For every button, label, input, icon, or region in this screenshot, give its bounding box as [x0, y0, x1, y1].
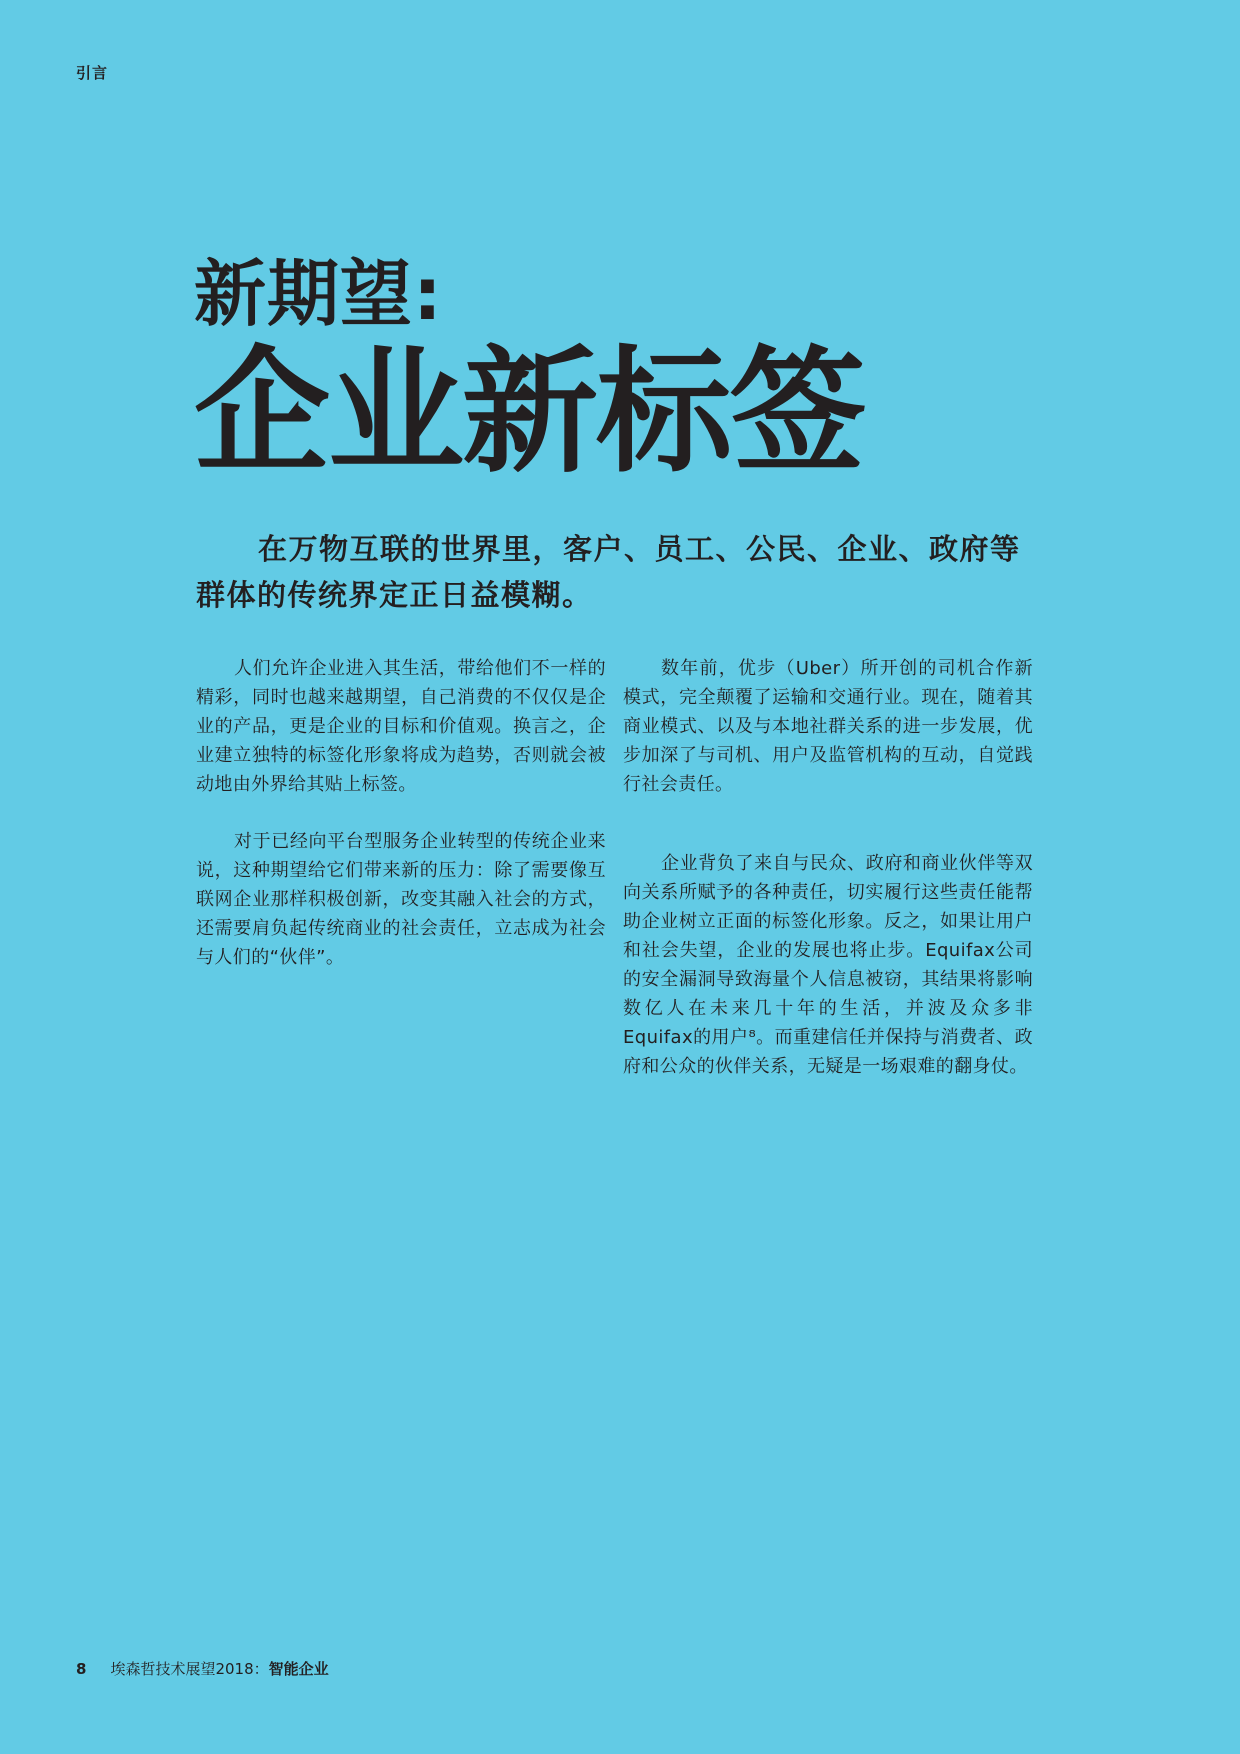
page-title-line1: 新期望: [194, 252, 443, 336]
footer [76, 1658, 329, 1679]
section-label: 引言 [76, 64, 109, 82]
page-title-line2: 企业新标签 [194, 334, 864, 492]
body-paragraph: 数年前，优步（Uber）所开创的司机合作新模式，完全颠覆了运输和交通行业。现在，随着其商业模式、以及与本地社群关系的进一步发展，优步加深了与司机、用户及监管机构的互动，自觉践行社会责任。 [623, 658, 1033, 795]
publication-title-bold: 智能企业 [268, 1660, 329, 1678]
lead-paragraph: 在万物互联的世界里，客户、员工、公民、企业、政府等群体的传统界定正日益模糊。 [196, 532, 1021, 612]
right-column [623, 654, 1033, 1109]
body-paragraph: 企业背负了来自与民众、政府和商业伙伴等双向关系所赋予的各种责任，切实履行这些责任能帮助企业树立正面的标签化形象。反之，如果让用户和社会失望，企业的发展也将止步。Equifax公司的安全漏洞导致海量个人信息被窃，其结果将影响数亿人在未来几十年的生活，并波及众多非Equifax的用户⁸。而重建信任并保持与消费者、政府和公众的伙伴关系，无疑是一场艰难的翻身仗。 [623, 853, 1033, 1077]
body-paragraph: 对于已经向平台型服务企业转型的传统企业来说，这种期望给它们带来新的压力：除了需要像互联网企业那样积极创新，改变其融入社会的方式，还需要肩负起传统商业的社会责任，立志成为社会与人们的“伙伴”。 [196, 831, 606, 968]
left-column [196, 654, 606, 1000]
publication-title: 埃森哲技术展望2018： [110, 1660, 269, 1678]
body-paragraph: 人们允许企业进入其生活，带给他们不一样的精彩，同时也越来越期望，自己消费的不仅仅是企业的产品，更是企业的目标和价值观。换言之，企业建立独特的标签化形象将成为趋势，否则就会被动地由外界给其贴上标签。 [196, 658, 606, 795]
page-number: 8 [76, 1660, 87, 1678]
